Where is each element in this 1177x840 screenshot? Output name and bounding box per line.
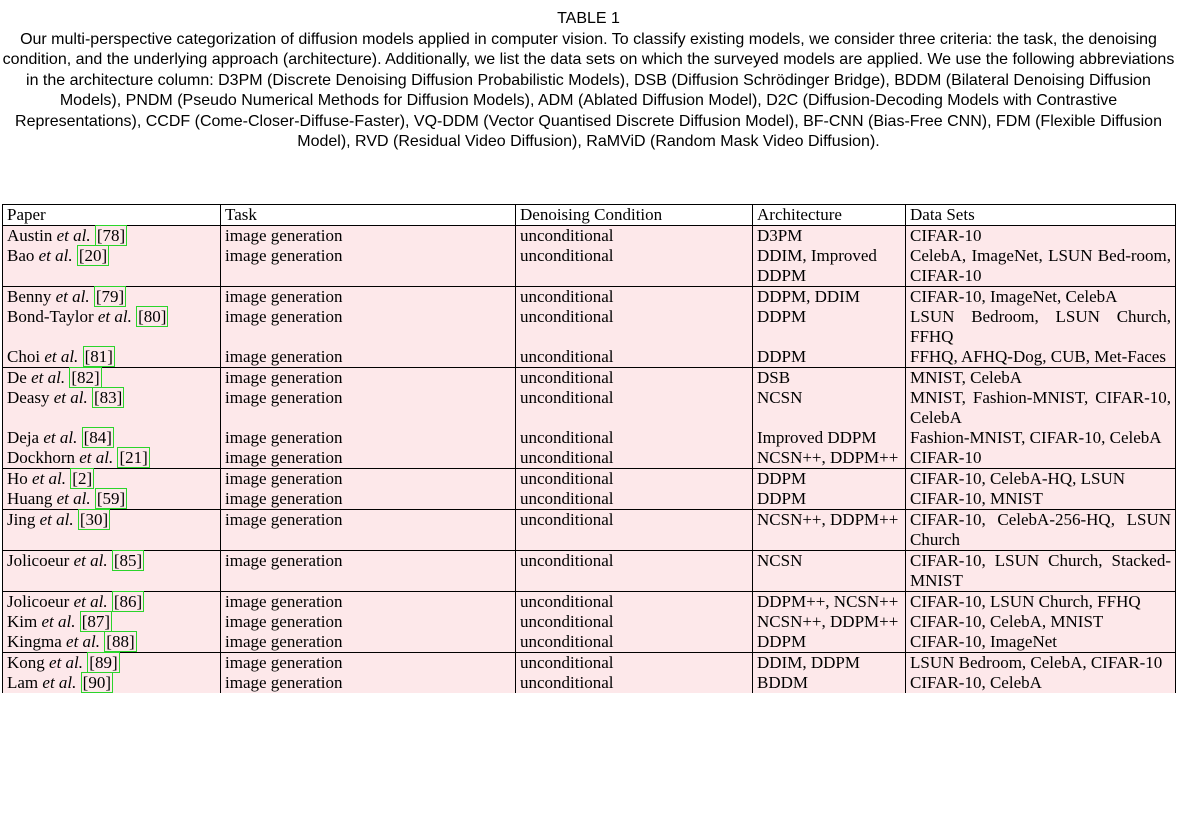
et-al: et al.	[32, 469, 67, 488]
task-cell: image generation	[221, 612, 516, 632]
paper-cell	[3, 551, 221, 592]
task-cell: image generation	[221, 307, 516, 347]
task-cell: image generation	[221, 428, 516, 448]
architecture-cell: D3PM	[753, 226, 906, 247]
citation-link[interactable]: [85]	[113, 551, 143, 570]
task-cell: image generation	[221, 388, 516, 428]
architecture-cell: DDPM, DDIM	[753, 287, 906, 308]
header-architecture: Architecture	[753, 205, 906, 226]
et-al: et al.	[56, 489, 91, 508]
paper-cell	[3, 307, 221, 347]
condition-cell: unconditional	[516, 388, 753, 428]
architecture-cell: DDPM	[753, 489, 906, 510]
et-al: et al.	[39, 510, 74, 529]
architecture-cell: DDPM	[753, 469, 906, 490]
table-row	[3, 428, 1176, 448]
citation-link[interactable]: [90]	[82, 673, 111, 692]
table-row	[3, 347, 1176, 368]
author-name: Kingma	[7, 632, 62, 651]
datasets-cell: Fashion-MNIST, CIFAR-10, CelebA	[906, 428, 1176, 448]
datasets-cell: CIFAR-10, ImageNet	[906, 632, 1176, 653]
paper-cell	[3, 632, 221, 653]
datasets-cell: CIFAR-10	[906, 448, 1176, 469]
et-al: et al.	[66, 632, 101, 651]
header-denoising-condition: Denoising Condition	[516, 205, 753, 226]
table-row	[3, 551, 1176, 592]
paper-cell	[3, 246, 221, 287]
condition-cell: unconditional	[516, 469, 753, 490]
author-name: Jolicoeur	[7, 592, 70, 611]
task-cell: image generation	[221, 347, 516, 368]
datasets-cell: CIFAR-10, ImageNet, CelebA	[906, 287, 1176, 308]
table-row	[3, 653, 1176, 674]
paper-cell	[3, 347, 221, 368]
condition-cell: unconditional	[516, 551, 753, 592]
condition-cell: unconditional	[516, 673, 753, 693]
et-al: et al.	[55, 287, 90, 306]
author-name: Bao	[7, 246, 35, 265]
architecture-cell: DDPM	[753, 347, 906, 368]
architecture-cell: DDPM	[753, 632, 906, 653]
et-al: et al.	[44, 347, 79, 366]
author-name: Benny	[7, 287, 52, 306]
et-al: et al.	[43, 428, 78, 447]
table-row	[3, 489, 1176, 510]
citation-link[interactable]: [80]	[138, 307, 167, 326]
et-al: et al.	[42, 673, 77, 692]
citation-link[interactable]: [83]	[93, 388, 123, 407]
table-caption	[0, 9, 1177, 153]
et-al: et al.	[31, 368, 66, 387]
author-name: Austin	[7, 226, 53, 245]
table-row	[3, 510, 1176, 551]
condition-cell: unconditional	[516, 632, 753, 653]
task-cell: image generation	[221, 368, 516, 389]
task-cell: image generation	[221, 448, 516, 469]
table-body	[3, 226, 1176, 694]
architecture-cell: NCSN	[753, 551, 906, 592]
task-cell: image generation	[221, 246, 516, 287]
paper-cell	[3, 653, 221, 674]
architecture-cell: DDPM++, NCSN++	[753, 592, 906, 613]
task-cell: image generation	[221, 226, 516, 247]
et-al: et al.	[53, 388, 88, 407]
condition-cell: unconditional	[516, 510, 753, 551]
paper-cell	[3, 592, 221, 613]
task-cell: image generation	[221, 632, 516, 653]
citation-link[interactable]: [88]	[106, 632, 135, 651]
condition-cell: unconditional	[516, 653, 753, 674]
datasets-cell: FFHQ, AFHQ-Dog, CUB, Met-Faces	[906, 347, 1176, 368]
citation-link[interactable]: [78]	[96, 226, 126, 245]
citation-link[interactable]: [59]	[96, 489, 126, 508]
paper-cell	[3, 510, 221, 551]
author-name: Jing	[7, 510, 36, 529]
architecture-cell: DSB	[753, 368, 906, 389]
citation-link[interactable]: [89]	[89, 653, 118, 672]
table-row	[3, 469, 1176, 490]
author-name: Jolicoeur	[7, 551, 70, 570]
author-name: Kim	[7, 612, 38, 631]
table-row	[3, 368, 1176, 389]
datasets-cell: CIFAR-10, LSUN Church, Stacked-MNIST	[906, 551, 1176, 592]
header-row	[3, 205, 1176, 226]
task-cell: image generation	[221, 287, 516, 308]
datasets-cell: CIFAR-10, MNIST	[906, 489, 1176, 510]
architecture-cell: BDDM	[753, 673, 906, 693]
architecture-cell: DDIM, Improved DDPM	[753, 246, 906, 287]
architecture-cell: NCSN	[753, 388, 906, 428]
architecture-cell: DDIM, DDPM	[753, 653, 906, 674]
task-cell: image generation	[221, 469, 516, 490]
citation-link[interactable]: [86]	[113, 592, 143, 611]
paper-cell	[3, 489, 221, 510]
paper-cell	[3, 612, 221, 632]
condition-cell: unconditional	[516, 287, 753, 308]
table-row	[3, 673, 1176, 693]
table-header	[3, 205, 1176, 226]
author-name: Ho	[7, 469, 28, 488]
condition-cell: unconditional	[516, 448, 753, 469]
paper-cell	[3, 226, 221, 247]
paper-cell	[3, 469, 221, 490]
condition-cell: unconditional	[516, 226, 753, 247]
architecture-cell: NCSN++, DDPM++	[753, 510, 906, 551]
table-row	[3, 307, 1176, 347]
author-name: Bond-Taylor	[7, 307, 94, 326]
architecture-cell: NCSN++, DDPM++	[753, 612, 906, 632]
architecture-cell: DDPM	[753, 307, 906, 347]
citation-link[interactable]: [84]	[83, 428, 112, 447]
et-al: et al.	[56, 226, 91, 245]
et-al: et al.	[97, 307, 132, 326]
condition-cell: unconditional	[516, 612, 753, 632]
citation-link[interactable]: [20]	[78, 246, 108, 265]
citation-link[interactable]: [21]	[119, 448, 148, 467]
et-al: et al.	[41, 612, 76, 631]
datasets-cell: CIFAR-10	[906, 226, 1176, 247]
paper-cell	[3, 368, 221, 389]
architecture-cell: NCSN++, DDPM++	[753, 448, 906, 469]
datasets-cell: CelebA, ImageNet, LSUN Bed-room, CIFAR-10	[906, 246, 1176, 287]
datasets-cell: LSUN Bedroom, CelebA, CIFAR-10	[906, 653, 1176, 674]
datasets-cell: CIFAR-10, CelebA-HQ, LSUN	[906, 469, 1176, 490]
table-row	[3, 612, 1176, 632]
citation-link[interactable]: [2]	[72, 469, 93, 488]
table-row	[3, 246, 1176, 287]
paper-cell	[3, 448, 221, 469]
condition-cell: unconditional	[516, 489, 753, 510]
header-paper: Paper	[3, 205, 221, 226]
author-name: Choi	[7, 347, 41, 366]
diffusion-models-table	[2, 204, 1176, 693]
author-name: Deja	[7, 428, 40, 447]
citation-link[interactable]: [82]	[71, 368, 100, 387]
table-row	[3, 592, 1176, 613]
table-row	[3, 448, 1176, 469]
citation-link[interactable]: [81]	[84, 347, 113, 366]
table-row	[3, 287, 1176, 308]
table-row	[3, 388, 1176, 428]
condition-cell: unconditional	[516, 347, 753, 368]
author-name: Lam	[7, 673, 39, 692]
datasets-cell: CIFAR-10, CelebA, MNIST	[906, 612, 1176, 632]
et-al: et al.	[49, 653, 84, 672]
condition-cell: unconditional	[516, 428, 753, 448]
paper-cell	[3, 287, 221, 308]
table-label: TABLE 1	[557, 10, 620, 27]
condition-cell: unconditional	[516, 592, 753, 613]
author-name: Deasy	[7, 388, 50, 407]
task-cell: image generation	[221, 673, 516, 693]
condition-cell: unconditional	[516, 307, 753, 347]
task-cell: image generation	[221, 592, 516, 613]
author-name: Kong	[7, 653, 45, 672]
condition-cell: unconditional	[516, 368, 753, 389]
datasets-cell: LSUN Bedroom, LSUN Church, FFHQ	[906, 307, 1176, 347]
author-name: De	[7, 368, 27, 387]
datasets-cell: CIFAR-10, CelebA	[906, 673, 1176, 693]
task-cell: image generation	[221, 489, 516, 510]
paper-cell	[3, 388, 221, 428]
datasets-cell: MNIST, Fashion-MNIST, CIFAR-10, CelebA	[906, 388, 1176, 428]
et-al: et al.	[38, 246, 73, 265]
citation-link[interactable]: [30]	[79, 510, 109, 529]
et-al: et al.	[73, 592, 108, 611]
et-al: et al.	[79, 448, 114, 467]
author-name: Huang	[7, 489, 53, 508]
citation-link[interactable]: [87]	[81, 612, 111, 631]
table-row	[3, 632, 1176, 653]
paper-cell	[3, 428, 221, 448]
task-cell: image generation	[221, 653, 516, 674]
datasets-cell: CIFAR-10, LSUN Church, FFHQ	[906, 592, 1176, 613]
datasets-cell: MNIST, CelebA	[906, 368, 1176, 389]
architecture-cell: Improved DDPM	[753, 428, 906, 448]
paper-cell	[3, 673, 221, 693]
header-data-sets: Data Sets	[906, 205, 1176, 226]
author-name: Dockhorn	[7, 448, 75, 467]
caption-text: Our multi-perspective categorization of diffusion models applied in computer vision. To classify existing models, we consider three criteria: the task, the denoising condition, and the underlying approach (architecture). Additionally, we list the data sets on which the surveyed models are applied. We use the following abbreviations in the architecture column: D3PM (Discrete Denoising Diffusion Probabilistic Models), DSB (Diffusion Schrödinger Bridge), BDDM (Bilateral Denoising Diffusion Models), PNDM (Pseudo Numerical Methods for Diffusion Models), ADM (Ablated Diffusion Model), D2C (Diffusion-Decoding Models with Contrastive Representations), CCDF (Come-Closer-Diffuse-Faster), VQ-DDM (Vector Quantised Discrete Diffusion Model), BF-CNN (Bias-Free CNN), FDM (Flexible Diffusion Model), RVD (Residual Video Diffusion), RaMViD (Random Mask Video Diffusion).	[2, 30, 1175, 150]
et-al: et al.	[73, 551, 108, 570]
task-cell: image generation	[221, 551, 516, 592]
citation-link[interactable]: [79]	[95, 287, 125, 306]
datasets-cell: CIFAR-10, CelebA-256-HQ, LSUN Church	[906, 510, 1176, 551]
table-row	[3, 226, 1176, 247]
task-cell: image generation	[221, 510, 516, 551]
header-task: Task	[221, 205, 516, 226]
condition-cell: unconditional	[516, 246, 753, 287]
